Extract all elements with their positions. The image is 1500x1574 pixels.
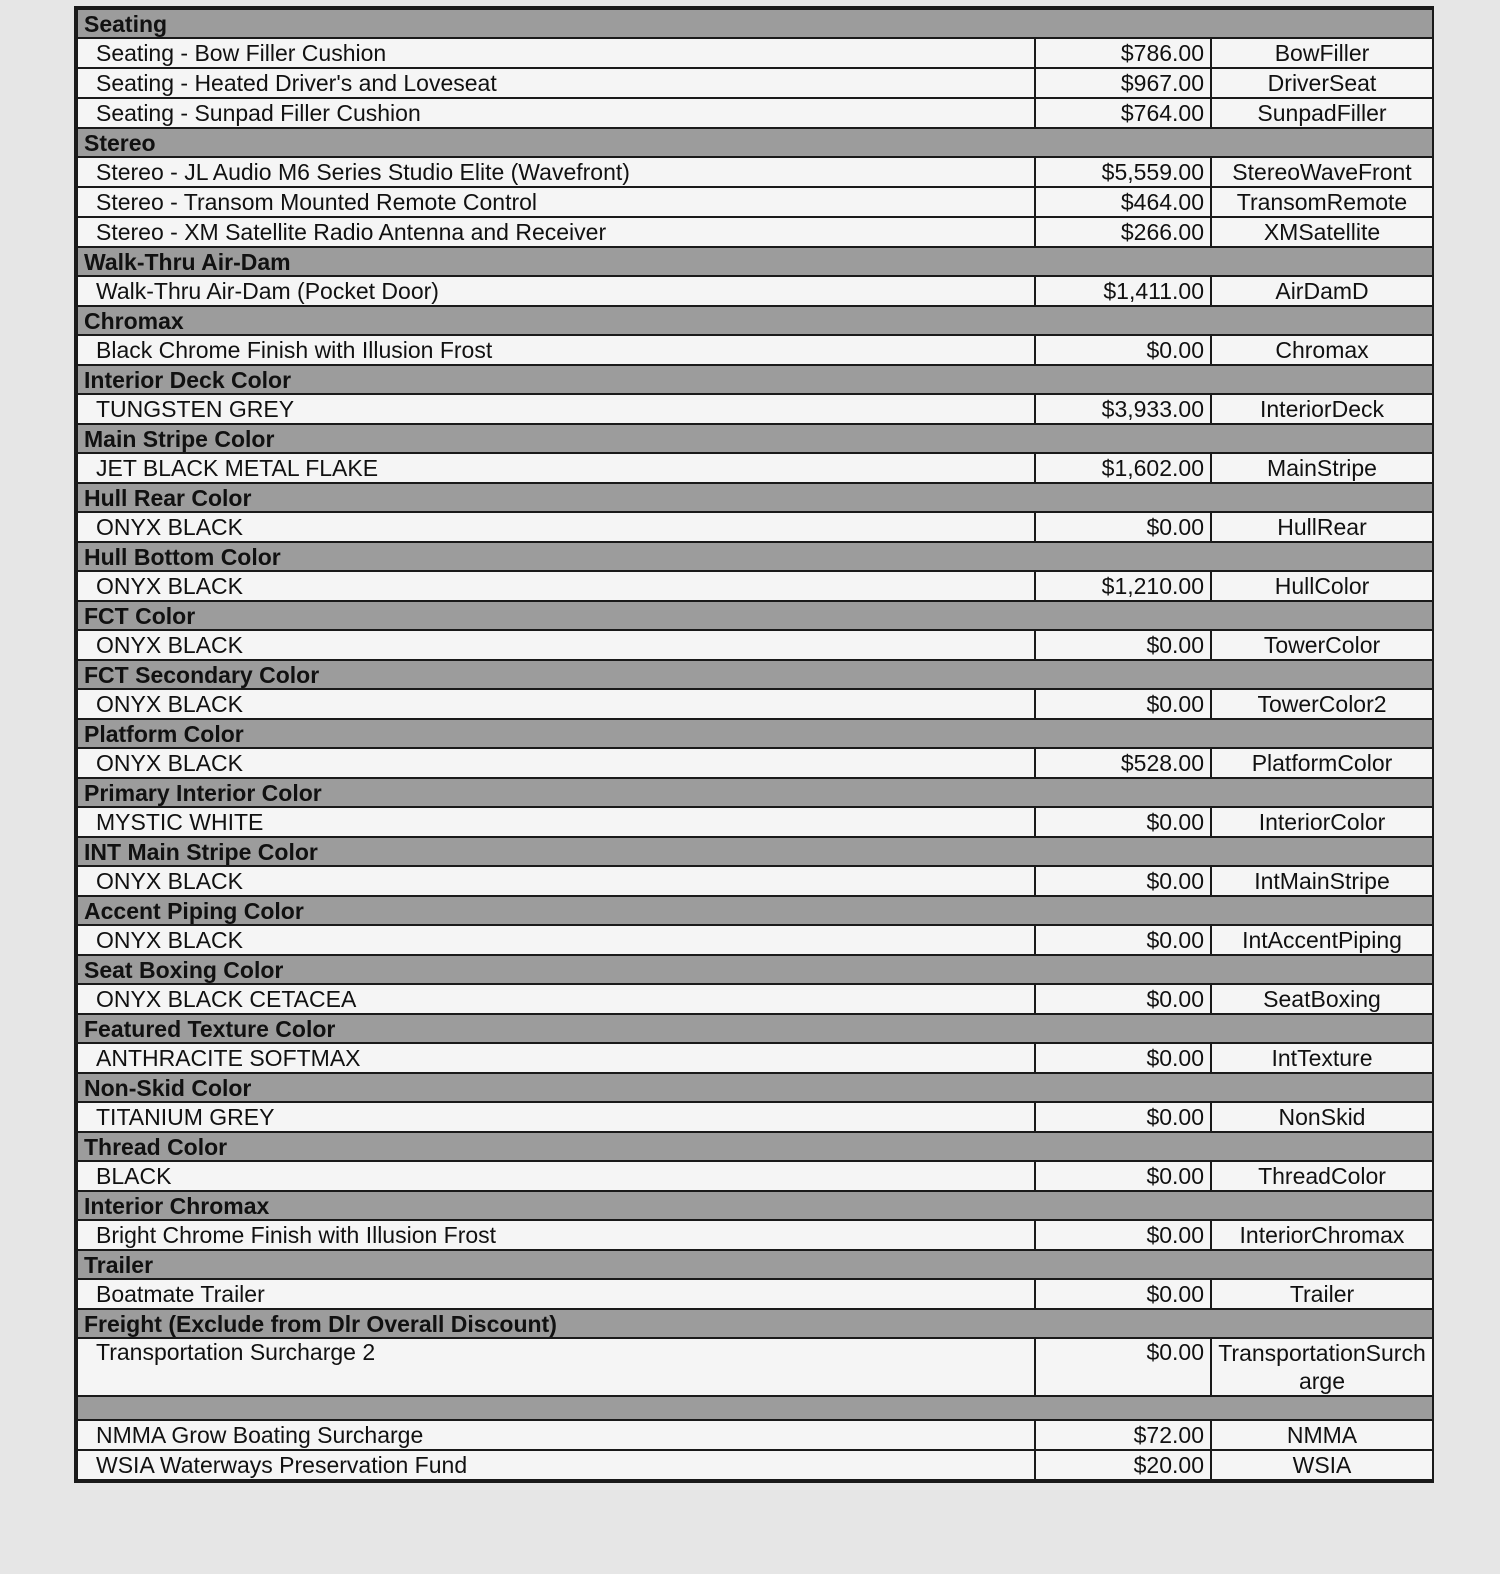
section-title: Main Stripe Color: [77, 424, 1433, 453]
option-price: $1,411.00: [1035, 276, 1211, 306]
option-description: Stereo - XM Satellite Radio Antenna and Receiver: [77, 217, 1035, 247]
section-title: Featured Texture Color: [77, 1014, 1433, 1043]
section-title: Thread Color: [77, 1132, 1433, 1161]
option-description: NMMA Grow Boating Surcharge: [77, 1420, 1035, 1450]
section-title: INT Main Stripe Color: [77, 837, 1433, 866]
option-price: $786.00: [1035, 38, 1211, 68]
option-price: $72.00: [1035, 1420, 1211, 1450]
option-price: $0.00: [1035, 925, 1211, 955]
option-description: Transportation Surcharge 2: [77, 1338, 1035, 1396]
option-description: JET BLACK METAL FLAKE: [77, 453, 1035, 483]
section-header: [77, 128, 1433, 157]
table-row: [77, 38, 1433, 68]
option-price: $0.00: [1035, 1161, 1211, 1191]
table-row: [77, 630, 1433, 660]
section-header: [77, 9, 1433, 38]
option-description: TITANIUM GREY: [77, 1102, 1035, 1132]
option-code: PlatformColor: [1211, 748, 1433, 778]
option-description: ANTHRACITE SOFTMAX: [77, 1043, 1035, 1073]
option-description: ONYX BLACK: [77, 630, 1035, 660]
option-description: Seating - Bow Filler Cushion: [77, 38, 1035, 68]
section-title: [77, 1396, 1433, 1420]
option-description: Stereo - Transom Mounted Remote Control: [77, 187, 1035, 217]
table-row: [77, 1220, 1433, 1250]
option-price: $0.00: [1035, 630, 1211, 660]
option-description: Seating - Sunpad Filler Cushion: [77, 98, 1035, 128]
section-header: [77, 247, 1433, 276]
option-price: $0.00: [1035, 1279, 1211, 1309]
table-row: [77, 689, 1433, 719]
section-title: Accent Piping Color: [77, 896, 1433, 925]
option-description: ONYX BLACK CETACEA: [77, 984, 1035, 1014]
option-price: $764.00: [1035, 98, 1211, 128]
section-title: Platform Color: [77, 719, 1433, 748]
option-price: $0.00: [1035, 807, 1211, 837]
option-description: ONYX BLACK: [77, 571, 1035, 601]
option-price: $0.00: [1035, 1338, 1211, 1396]
table-row: [77, 217, 1433, 247]
section-title: Interior Chromax: [77, 1191, 1433, 1220]
section-title: Walk-Thru Air-Dam: [77, 247, 1433, 276]
option-price: $528.00: [1035, 748, 1211, 778]
option-code: TowerColor: [1211, 630, 1433, 660]
option-code: IntAccentPiping: [1211, 925, 1433, 955]
option-description: Stereo - JL Audio M6 Series Studio Elite (Wavefront): [77, 157, 1035, 187]
table-row: [77, 571, 1433, 601]
section-header: [77, 424, 1433, 453]
section-header: [77, 1073, 1433, 1102]
table-row: [77, 1043, 1433, 1073]
options-table-body: [77, 9, 1433, 1480]
section-header: [77, 1250, 1433, 1279]
table-row: [77, 1338, 1433, 1396]
option-code: HullColor: [1211, 571, 1433, 601]
option-price: $0.00: [1035, 1220, 1211, 1250]
option-price: $20.00: [1035, 1450, 1211, 1480]
section-header: [77, 778, 1433, 807]
option-price: $0.00: [1035, 512, 1211, 542]
option-code: HullRear: [1211, 512, 1433, 542]
table-row: [77, 866, 1433, 896]
option-price: $5,559.00: [1035, 157, 1211, 187]
option-code: MainStripe: [1211, 453, 1433, 483]
section-header: [77, 719, 1433, 748]
option-price: $0.00: [1035, 335, 1211, 365]
option-description: TUNGSTEN GREY: [77, 394, 1035, 424]
section-blank-band: [77, 1396, 1433, 1420]
section-header: [77, 1191, 1433, 1220]
option-price: $0.00: [1035, 866, 1211, 896]
option-price: $1,602.00: [1035, 453, 1211, 483]
option-code: SeatBoxing: [1211, 984, 1433, 1014]
table-row: [77, 453, 1433, 483]
table-row: [77, 276, 1433, 306]
option-code: IntMainStripe: [1211, 866, 1433, 896]
option-description: Bright Chrome Finish with Illusion Frost: [77, 1220, 1035, 1250]
section-header: [77, 306, 1433, 335]
table-row: [77, 748, 1433, 778]
table-row: [77, 1279, 1433, 1309]
option-code: TransomRemote: [1211, 187, 1433, 217]
section-title: Freight (Exclude from Dlr Overall Discount): [77, 1309, 1433, 1338]
option-description: BLACK: [77, 1161, 1035, 1191]
option-description: Black Chrome Finish with Illusion Frost: [77, 335, 1035, 365]
options-sheet: [74, 6, 1434, 1483]
section-title: Interior Deck Color: [77, 365, 1433, 394]
section-title: Hull Rear Color: [77, 483, 1433, 512]
option-code: NonSkid: [1211, 1102, 1433, 1132]
table-row: [77, 335, 1433, 365]
option-code: SunpadFiller: [1211, 98, 1433, 128]
option-price: $0.00: [1035, 1102, 1211, 1132]
option-price: $266.00: [1035, 217, 1211, 247]
section-title: Seating: [77, 9, 1433, 38]
option-code: ThreadColor: [1211, 1161, 1433, 1191]
table-row: [77, 68, 1433, 98]
option-code: DriverSeat: [1211, 68, 1433, 98]
table-row: [77, 807, 1433, 837]
option-code: AirDamD: [1211, 276, 1433, 306]
section-header: [77, 542, 1433, 571]
section-header: [77, 837, 1433, 866]
section-title: Chromax: [77, 306, 1433, 335]
option-code: TransportationSurcharge: [1211, 1338, 1433, 1396]
option-price: $967.00: [1035, 68, 1211, 98]
section-title: Stereo: [77, 128, 1433, 157]
option-code: Trailer: [1211, 1279, 1433, 1309]
option-description: MYSTIC WHITE: [77, 807, 1035, 837]
option-description: ONYX BLACK: [77, 866, 1035, 896]
section-title: Primary Interior Color: [77, 778, 1433, 807]
section-title: FCT Color: [77, 601, 1433, 630]
option-code: XMSatellite: [1211, 217, 1433, 247]
section-header: [77, 660, 1433, 689]
option-code: StereoWaveFront: [1211, 157, 1433, 187]
section-header: [77, 365, 1433, 394]
section-header: [77, 1132, 1433, 1161]
section-header: [77, 1309, 1433, 1338]
option-code: InteriorColor: [1211, 807, 1433, 837]
section-title: FCT Secondary Color: [77, 660, 1433, 689]
table-row: [77, 1450, 1433, 1480]
option-code: Chromax: [1211, 335, 1433, 365]
option-code: IntTexture: [1211, 1043, 1433, 1073]
option-code: InteriorDeck: [1211, 394, 1433, 424]
table-row: [77, 925, 1433, 955]
option-description: ONYX BLACK: [77, 925, 1035, 955]
option-description: Walk-Thru Air-Dam (Pocket Door): [77, 276, 1035, 306]
option-description: Boatmate Trailer: [77, 1279, 1035, 1309]
table-row: [77, 512, 1433, 542]
section-header: [77, 601, 1433, 630]
section-header: [77, 483, 1433, 512]
table-row: [77, 984, 1433, 1014]
option-price: $0.00: [1035, 984, 1211, 1014]
table-row: [77, 1102, 1433, 1132]
table-row: [77, 157, 1433, 187]
section-title: Non-Skid Color: [77, 1073, 1433, 1102]
section-header: [77, 955, 1433, 984]
section-title: Hull Bottom Color: [77, 542, 1433, 571]
table-row: [77, 1161, 1433, 1191]
option-code: NMMA: [1211, 1420, 1433, 1450]
table-row: [77, 1420, 1433, 1450]
table-row: [77, 394, 1433, 424]
option-price: $464.00: [1035, 187, 1211, 217]
option-price: $3,933.00: [1035, 394, 1211, 424]
option-code: InteriorChromax: [1211, 1220, 1433, 1250]
option-code: BowFiller: [1211, 38, 1433, 68]
option-description: ONYX BLACK: [77, 512, 1035, 542]
section-header: [77, 896, 1433, 925]
section-title: Trailer: [77, 1250, 1433, 1279]
option-code: TowerColor2: [1211, 689, 1433, 719]
option-description: Seating - Heated Driver's and Loveseat: [77, 68, 1035, 98]
option-description: ONYX BLACK: [77, 748, 1035, 778]
table-row: [77, 187, 1433, 217]
option-price: $1,210.00: [1035, 571, 1211, 601]
options-table: [76, 8, 1434, 1481]
section-title: Seat Boxing Color: [77, 955, 1433, 984]
option-description: ONYX BLACK: [77, 689, 1035, 719]
section-header: [77, 1014, 1433, 1043]
table-row: [77, 98, 1433, 128]
option-price: $0.00: [1035, 1043, 1211, 1073]
option-code: WSIA: [1211, 1450, 1433, 1480]
option-price: $0.00: [1035, 689, 1211, 719]
option-description: WSIA Waterways Preservation Fund: [77, 1450, 1035, 1480]
